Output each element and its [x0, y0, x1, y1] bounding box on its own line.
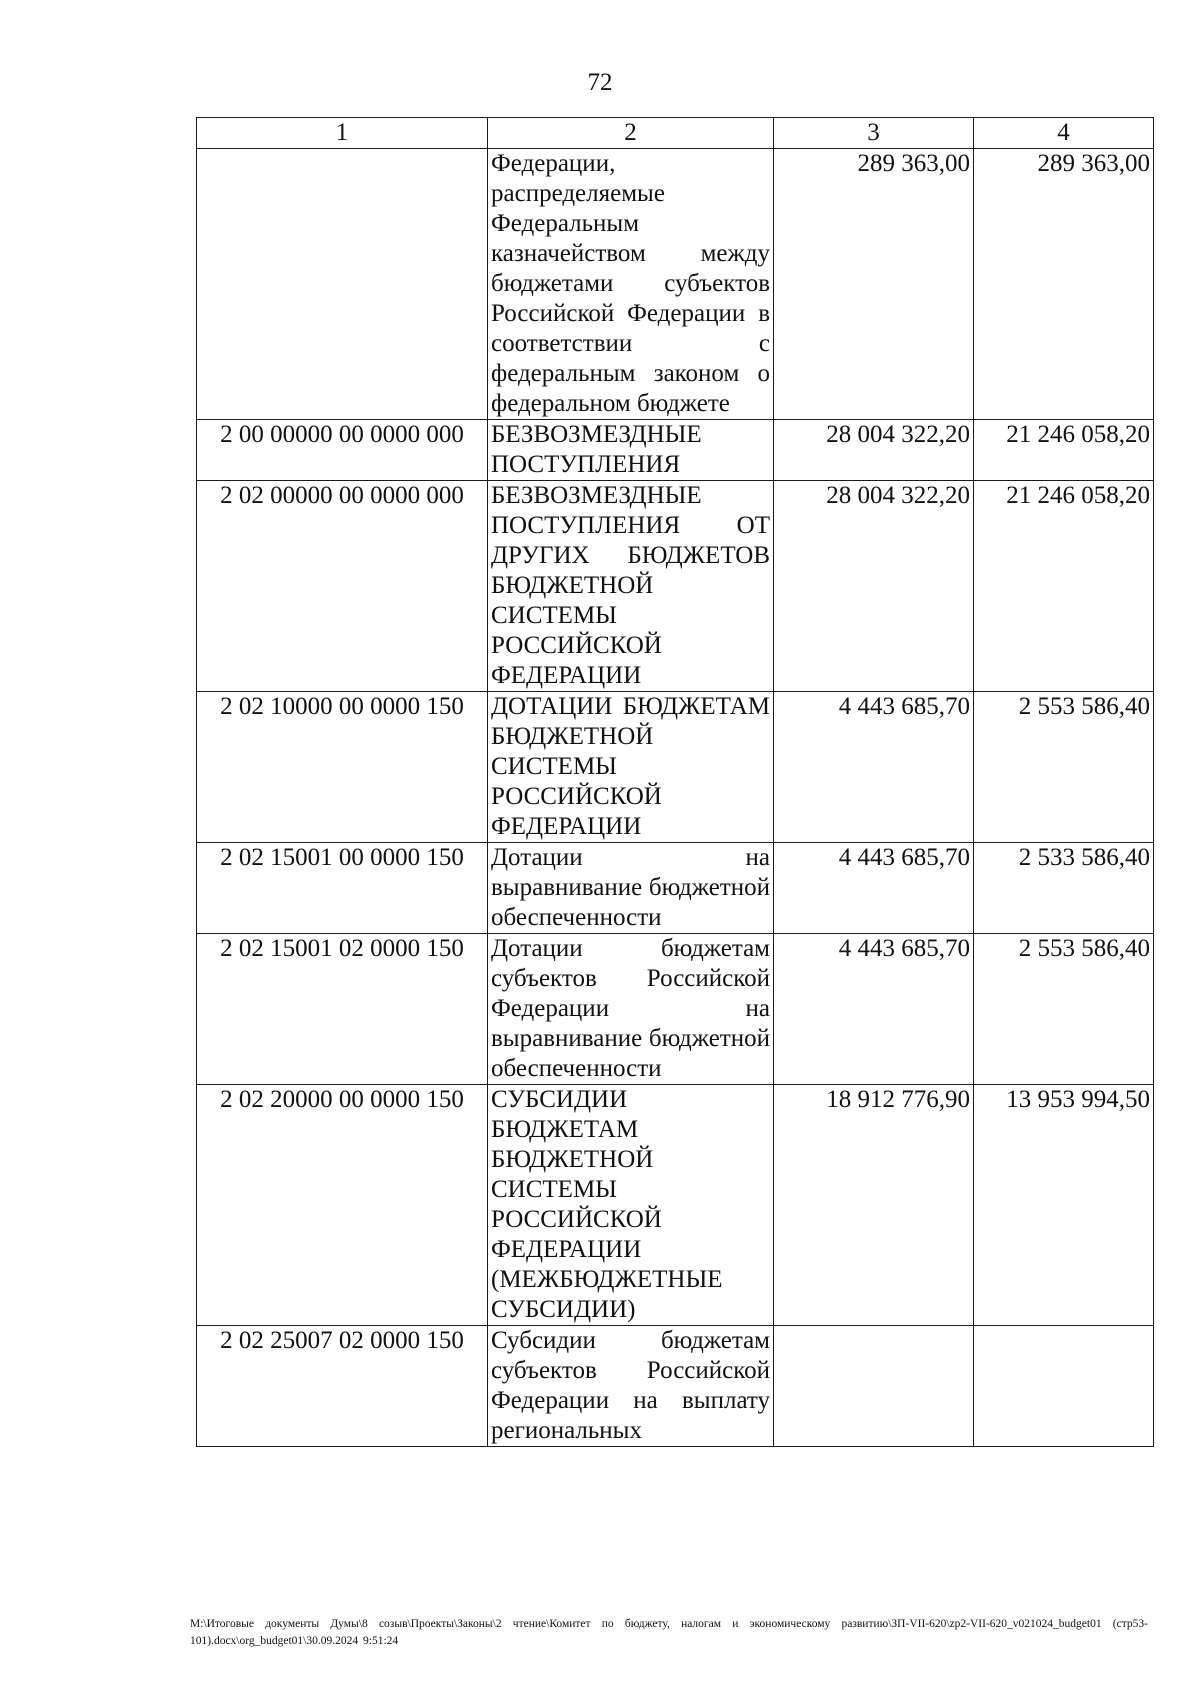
table-row	[197, 481, 1154, 692]
table-row	[197, 149, 1154, 420]
amount-column-3-cell	[774, 1326, 974, 1447]
table-row	[197, 692, 1154, 843]
amount-column-3-cell: 28 004 322,20	[774, 481, 974, 692]
table-row	[197, 1085, 1154, 1326]
budget-code-cell: 2 02 10000 00 0000 150	[197, 692, 488, 843]
table-row	[197, 420, 1154, 481]
amount-column-3-cell: 28 004 322,20	[774, 420, 974, 481]
budget-table	[196, 117, 1154, 1447]
table-header-row	[197, 118, 1154, 149]
amount-column-3-cell: 4 443 685,70	[774, 934, 974, 1085]
table-row	[197, 934, 1154, 1085]
item-name-cell: Дотации на выравнивание бюджетной обеспеченности	[488, 843, 774, 934]
table-row	[197, 1326, 1154, 1447]
amount-column-4-cell: 21 246 058,20	[974, 481, 1154, 692]
item-name-cell: БЕЗВОЗМЕЗДНЫЕ ПОСТУПЛЕНИЯ	[488, 420, 774, 481]
item-name-cell: БЕЗВОЗМЕЗДНЫЕ ПОСТУПЛЕНИЯ ОТ ДРУГИХ БЮДЖЕТОВ БЮДЖЕТНОЙ СИСТЕМЫ РОССИЙСКОЙ ФЕДЕРАЦИИ	[488, 481, 774, 692]
budget-code-cell: 2 02 00000 00 0000 000	[197, 481, 488, 692]
amount-column-4-cell: 289 363,00	[974, 149, 1154, 420]
column-header-1: 1	[197, 118, 488, 149]
amount-column-4-cell: 2 553 586,40	[974, 692, 1154, 843]
budget-code-cell	[197, 149, 488, 420]
amount-column-3-cell: 4 443 685,70	[774, 692, 974, 843]
document-footer-path: M:\Итоговые документы Думы\8 созыв\Проекты\Законы\2 чтение\Комитет по бюджету, налогам и экономическому развитию\ЗП-VII-620\zp2-VII-620_v021024_budget01 (стр53-101).docx\org_budget01\30.09.2024 9:51:24	[190, 1618, 1148, 1647]
page-number: 72	[587, 69, 613, 96]
budget-code-cell: 2 02 15001 00 0000 150	[197, 843, 488, 934]
item-name-cell: Федерации, распределяемые Федеральным казначейством между бюджетами субъектов Российской Федерации в соответствии с федеральным законом о федеральном бюджете	[488, 149, 774, 420]
amount-column-4-cell: 21 246 058,20	[974, 420, 1154, 481]
table-row	[197, 843, 1154, 934]
item-name-cell: ДОТАЦИИ БЮДЖЕТАМ БЮДЖЕТНОЙ СИСТЕМЫ РОССИЙСКОЙ ФЕДЕРАЦИИ	[488, 692, 774, 843]
budget-code-cell: 2 02 25007 02 0000 150	[197, 1326, 488, 1447]
column-header-4: 4	[974, 118, 1154, 149]
budget-code-cell: 2 00 00000 00 0000 000	[197, 420, 488, 481]
amount-column-3-cell: 18 912 776,90	[774, 1085, 974, 1326]
amount-column-4-cell: 13 953 994,50	[974, 1085, 1154, 1326]
budget-code-cell: 2 02 15001 02 0000 150	[197, 934, 488, 1085]
amount-column-4-cell: 2 533 586,40	[974, 843, 1154, 934]
item-name-cell: Субсидии бюджетам субъектов Российской Федерации на выплату региональных	[488, 1326, 774, 1447]
amount-column-4-cell	[974, 1326, 1154, 1447]
column-header-2: 2	[488, 118, 774, 149]
amount-column-3-cell: 289 363,00	[774, 149, 974, 420]
column-header-3: 3	[774, 118, 974, 149]
item-name-cell: СУБСИДИИ БЮДЖЕТАМ БЮДЖЕТНОЙ СИСТЕМЫ РОССИЙСКОЙ ФЕДЕРАЦИИ (МЕЖБЮДЖЕТНЫЕ СУБСИДИИ)	[488, 1085, 774, 1326]
item-name-cell: Дотации бюджетам субъектов Российской Федерации на выравнивание бюджетной обеспеченности	[488, 934, 774, 1085]
amount-column-4-cell: 2 553 586,40	[974, 934, 1154, 1085]
budget-code-cell: 2 02 20000 00 0000 150	[197, 1085, 488, 1326]
amount-column-3-cell: 4 443 685,70	[774, 843, 974, 934]
